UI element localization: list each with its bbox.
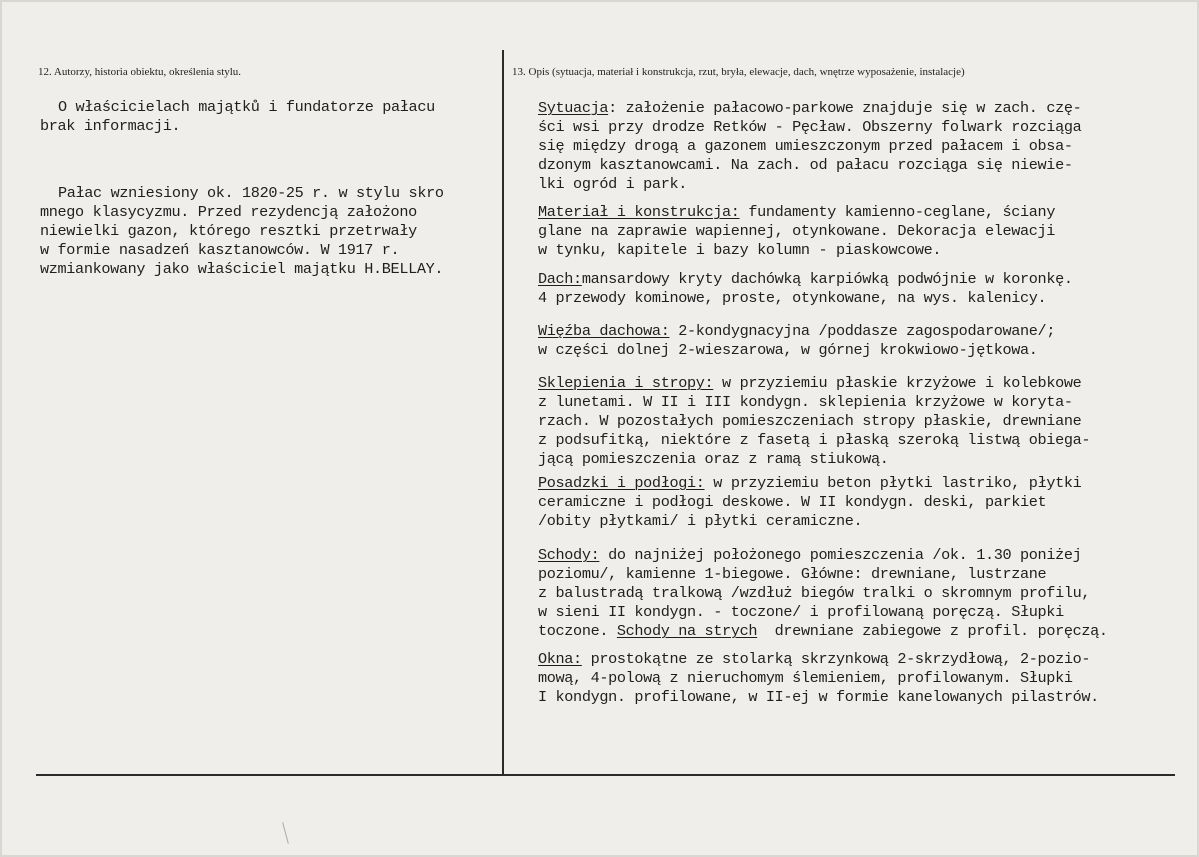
section-13-heading: 13. Opis (sytuacja, materiał i konstrukcja, rzut, bryła, elewacje, dach, wnętrze wyposażenie, instalacje) [512, 66, 965, 78]
sklepienia-line1: Sklepienia i stropy: w przyziemiu płaskie krzyżowe i kolebkowe [538, 374, 1082, 392]
schody-line1: Schody: do najniżej położonego pomieszczenia /ok. 1.30 poniżej [538, 546, 1082, 564]
left-para2-line2: mnego klasycyzmu. Przed rezydencją założono [40, 203, 417, 221]
left-para1-line2: brak informacji. [40, 117, 181, 135]
posadzki-line3: /obity płytkami/ i płytki ceramiczne. [538, 512, 863, 530]
paper-mark [282, 822, 289, 844]
sklepienia-label: Sklepienia i stropy: [538, 374, 714, 392]
schody-label: Schody: [538, 546, 600, 564]
left-para2-line5: wzmiankowany jako właściciel majątku H.BELLAY. [40, 260, 444, 278]
okna-line2: mową, 4-polową z nieruchomym ślemieniem, profilowanym. Słupki [538, 669, 1073, 687]
sklepienia-line2: z lunetami. W II i III kondygn. sklepienia krzyżowe w koryta- [538, 393, 1073, 411]
sklepienia-line5: jącą pomieszczenia oraz z ramą stiukową. [538, 450, 889, 468]
column-divider [502, 50, 504, 775]
left-para2-line4: w formie nasadzeń kasztanowców. W 1917 r. [40, 241, 400, 259]
material-line3: w tynku, kapitele i bazy kolumn - piaskowcowe. [538, 241, 942, 259]
sklepienia-line4: z podsufitką, niektóre z fasetą i płaską szeroką listwą obiega- [538, 431, 1091, 449]
dach-label: Dach: [538, 270, 582, 288]
posadzki-line1: Posadzki i podłogi: w przyziemiu beton płytki lastriko, płytki [538, 474, 1082, 492]
material-line1: Materiał i konstrukcja: fundamenty kamienno-ceglane, ściany [538, 203, 1056, 221]
sytuacja-label: Sytuacja [538, 99, 609, 117]
section-12-heading: 12. Autorzy, historia obiektu, określenia stylu. [38, 66, 242, 78]
schody-line5: toczone. Schody na strych drewniane zabiegowe z profil. poręczą. [538, 622, 1108, 640]
posadzki-label: Posadzki i podłogi: [538, 474, 705, 492]
okna-line3: I kondygn. profilowane, w II-ej w formie kanelowanych pilastrów. [538, 688, 1099, 706]
wiezba-label: Więźba dachowa: [538, 322, 670, 340]
wiezba-line1: Więźba dachowa: 2-kondygnacyjna /poddasze zagospodarowane/; [538, 322, 1056, 340]
bottom-rule [36, 774, 1175, 776]
sklepienia-line3: rzach. W pozostałych pomieszczeniach stropy płaskie, drewniane [538, 412, 1082, 430]
sytuacja-line2: ści wsi przy drodze Retków - Pęcław. Obszerny folwark rozciąga [538, 118, 1082, 136]
left-para2-line1: Pałac wzniesiony ok. 1820-25 r. w stylu skro [58, 184, 444, 202]
schody-line2: poziomu/, kamienne 1-biegowe. Główne: drewniane, lustrzane [538, 565, 1047, 583]
dach-line1: Dach:mansardowy kryty dachówką karpiówką podwójnie w koronkę. [538, 270, 1073, 288]
sytuacja-line5: lki ogród i park. [538, 175, 687, 193]
left-para1-line1: O właścicielach majątků i fundatorze pałacu [58, 98, 435, 116]
schody-na-strych-label: Schody na strych [616, 622, 758, 640]
sytuacja-line1: Sytuacja: założenie pałacowo-parkowe znajduje się w zach. czę- [538, 99, 1082, 117]
schody-line4: w sieni II kondygn. - toczone/ i profilowaną poręczą. Słupki [538, 603, 1064, 621]
sytuacja-line4: dzonym kasztanowcami. Na zach. od pałacu rozciąga się niewie- [538, 156, 1073, 174]
posadzki-line2: ceramiczne i podłogi deskowe. W II kondygn. deski, parkiet [538, 493, 1047, 511]
material-label: Materiał i konstrukcja: [538, 203, 740, 221]
left-para2-line3: niewielki gazon, którego resztki przetrwały [40, 222, 417, 240]
okna-line1: Okna: prostokątne ze stolarką skrzynkową 2-skrzydłową, 2-pozio- [538, 650, 1091, 668]
schody-line3: z balustradą tralkową /wzdłuż biegów tralki o skromnym profilu, [538, 584, 1091, 602]
material-line2: glane na zaprawie wapiennej, otynkowane. Dekoracja elewacji [538, 222, 1056, 240]
dach-line2: 4 przewody kominowe, proste, otynkowane, na wys. kalenicy. [538, 289, 1047, 307]
okna-label: Okna: [538, 650, 582, 668]
sytuacja-line3: się między drogą a gazonem umieszczonym przed pałacem i obsa- [538, 137, 1073, 155]
wiezba-line2: w części dolnej 2-wieszarowa, w górnej krokwiowo-jętkowa. [538, 341, 1038, 359]
